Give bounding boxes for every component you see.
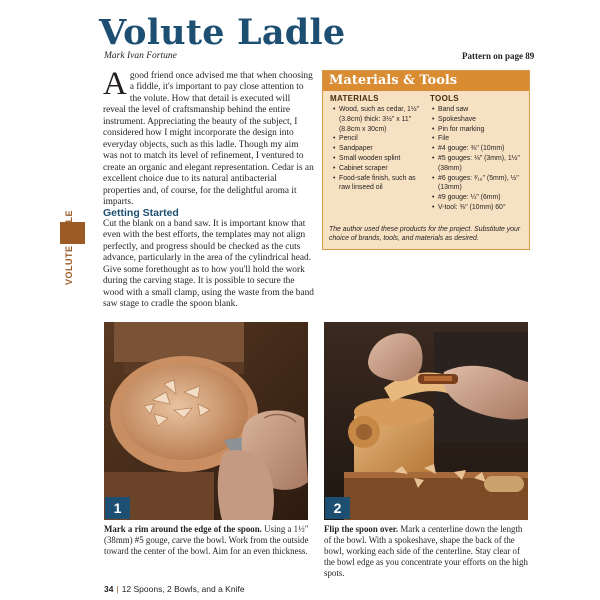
- caption-lead: Mark a rim around the edge of the spoon.: [104, 524, 262, 534]
- side-running-label: VOLUTE LADLE: [64, 210, 74, 285]
- list-item: • #5 gouges: ⅛" (3mm), 1½" (38mm): [432, 154, 528, 174]
- materials-note: The author used these products for the project. Substitute your choice of brands, tools, and materials as desired.: [329, 226, 521, 243]
- materials-list: [333, 105, 421, 193]
- spokeshave-illustration: [324, 322, 528, 520]
- list-item: • #9 gouge: ¼" (6mm): [432, 193, 528, 203]
- list-item: • V-tool: ⅜" (10mm) 60°: [432, 203, 528, 213]
- page-footer: [104, 584, 245, 594]
- list-item: • Pin for marking: [432, 125, 528, 135]
- intro-text: good friend once advised me that when choosing a fiddle, it's important to pay close attention to the volute. How that detail is executed will reveal the level of craftsmanship behind the entire instrument. Appreciating the beauty of the subject, I considered how I might incorporate the design into everyday objects, such as this ladle. Though my aim was not to match its level of refinement, I ventured to create an organic and elegant representation. Cedar is an excellent choice due to its natural antibacterial properties and, of course, for the delightful aroma it imparts.: [103, 71, 314, 207]
- caption-lead: Flip the spoon over.: [324, 524, 399, 534]
- step-number-badge: 1: [105, 497, 130, 519]
- intro-paragraph: [103, 66, 315, 208]
- list-item: • Wood, such as cedar, 1½" (3.8cm) thick: 3½" x 11" (8.8cm x 30cm): [333, 105, 421, 134]
- article-title: Volute Ladle: [99, 12, 346, 53]
- carving-bowl-illustration: [104, 322, 308, 520]
- step-1-caption: [104, 524, 309, 557]
- materials-box-title: Materials & Tools: [323, 71, 529, 91]
- section-heading: Getting Started: [103, 207, 179, 219]
- list-item: • Spokeshave: [432, 115, 528, 125]
- tools-list: [432, 105, 528, 213]
- tools-heading: TOOLS: [430, 94, 459, 103]
- list-item: • Food-safe finish, such as raw linseed oil: [333, 174, 421, 194]
- caption-text: Using a 1½" (38mm) #5 gouge, carve the bowl. Work from the outside toward the center of the bowl. Aim for an even thickness.: [104, 524, 309, 556]
- list-item: • Cabinet scraper: [333, 164, 421, 174]
- footer-separator: |: [116, 584, 119, 594]
- step-number-badge: 2: [325, 497, 350, 519]
- materials-heading: MATERIALS: [330, 94, 379, 103]
- page-number: 34: [104, 584, 114, 594]
- step-1-photo: [104, 322, 308, 520]
- list-item: • Sandpaper: [333, 144, 421, 154]
- section-paragraph: Cut the blank on a band saw. It is important know that even with the best efforts, the templates may not align perfectly, and progress should be checked as the cuts advance, particularly in the area of the cylindrical head. Give some forethought as to how you'll hold the work during the carving stage. It is possible to secure the wood with a small clamp, using the waste from the band saw stage to cradle the spoon blank.: [103, 219, 314, 310]
- list-item: • Band saw: [432, 105, 528, 115]
- step-2-caption: [324, 524, 529, 579]
- drop-cap: A: [103, 66, 127, 102]
- list-item: • File: [432, 134, 528, 144]
- caption-text: Mark a centerline down the length of the bowl. With a spokeshave, shape the back of the bowl, working each side of the centerline. Stay clear of the bowl edge as you concentrate your efforts on the high spots.: [324, 524, 528, 578]
- list-item: • #4 gouge: ⅜" (10mm): [432, 144, 528, 154]
- list-item: • Pencil: [333, 134, 421, 144]
- book-title: 12 Spoons, 2 Bowls, and a Knife: [121, 584, 245, 594]
- author-byline: Mark Ivan Fortune: [104, 51, 177, 61]
- step-2-photo: [324, 322, 528, 520]
- pattern-reference: Pattern on page 89: [462, 51, 535, 61]
- list-item: • Small wooden splint: [333, 154, 421, 164]
- list-item: • #6 gouges: ³⁄₁₆" (5mm), ½" (13mm): [432, 174, 528, 194]
